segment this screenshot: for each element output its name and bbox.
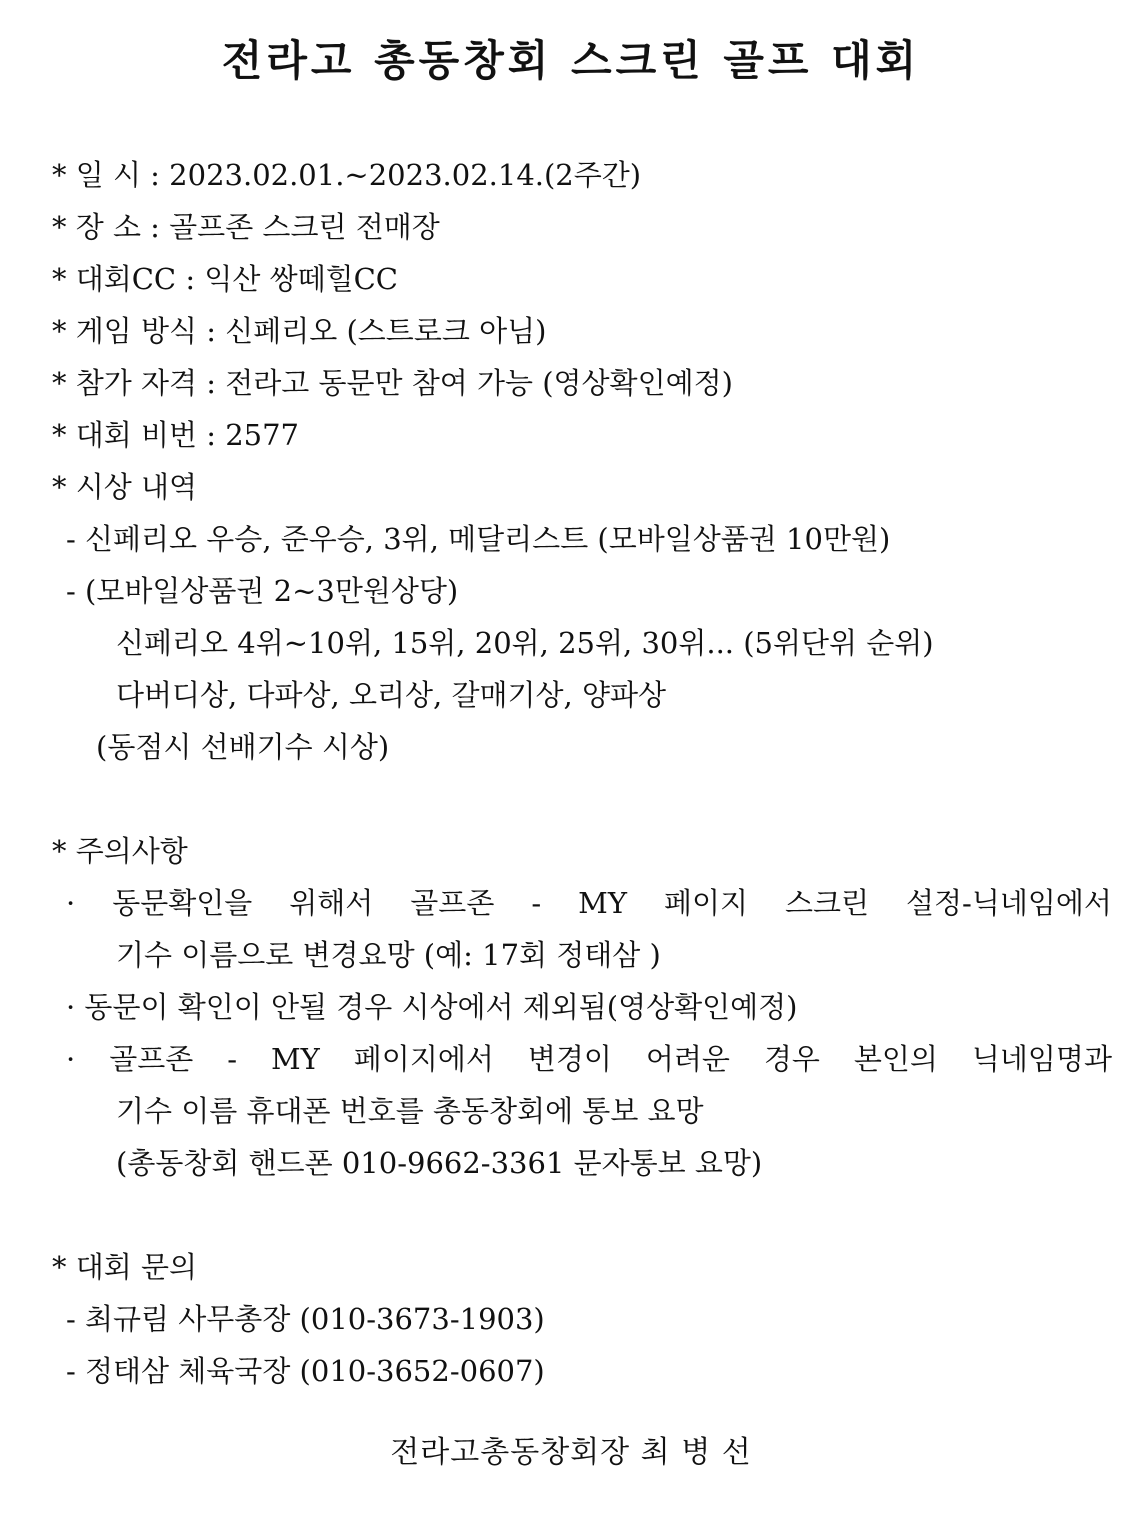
note-1-continuation: 기수 이름으로 변경요망 (예: 17회 정태삼 ): [116, 938, 661, 972]
awards-item-2: - (모바일상품권 2~3만원상당): [66, 574, 459, 608]
note-3-word: 경우: [763, 1042, 820, 1076]
note-1-word: 골프존: [410, 886, 495, 920]
signature: 전라고총동창회장 최 병 선: [390, 1435, 752, 1470]
awards-item-1: - 신페리오 우승, 준우승, 3위, 메달리스트 (모바일상품권 10만원): [66, 522, 891, 556]
note-3-word: 페이지에서: [353, 1042, 494, 1076]
note-1-word: -: [531, 886, 542, 920]
note-1: [66, 883, 1112, 923]
note-1-word: 위해서: [289, 886, 374, 920]
awards-tie-note: (동점시 선배기수 시상): [96, 730, 390, 764]
info-course: * 대회CC : 익산 쌍떼힐CC: [52, 262, 398, 296]
note-3-word: 어려운: [645, 1042, 730, 1076]
note-3-word: ·: [66, 1042, 76, 1076]
info-place: * 장 소 : 골프존 스크린 전매장: [52, 210, 440, 244]
note-3-word: 본인의: [853, 1042, 938, 1076]
note-1-word: 동문확인을: [112, 886, 253, 920]
note-3: [66, 1039, 1112, 1079]
awards-heading: * 시상 내역: [52, 470, 197, 504]
note-3-word: MY: [270, 1042, 320, 1076]
note-1-word: 스크린: [784, 886, 870, 920]
note-1-word: 페이지: [663, 886, 748, 920]
info-date: * 일 시 : 2023.02.01.~2023.02.14.(2주간): [52, 158, 642, 192]
note-3-continuation-1: 기수 이름 휴대폰 번호를 총동창회에 통보 요망: [116, 1094, 704, 1128]
note-3-word: 닉네임명과: [971, 1042, 1112, 1076]
note-3-word: 골프존: [109, 1042, 194, 1076]
inquiry-contact-2: - 정태삼 체육국장 (010-3652-0607): [66, 1354, 545, 1388]
note-3-word: 변경이: [527, 1042, 612, 1076]
page-title: 전라고 총동창회 스크린 골프 대회: [221, 36, 921, 85]
note-3-word: -: [227, 1042, 238, 1076]
awards-item-2-line-2: 다버디상, 다파상, 오리상, 갈매기상, 양파상: [116, 678, 666, 712]
awards-item-2-line-1: 신페리오 4위~10위, 15위, 20위, 25위, 30위... (5위단위 순위): [116, 626, 934, 660]
info-password: * 대회 비번 : 2577: [52, 418, 300, 452]
inquiry-contact-1: - 최규림 사무총장 (010-3673-1903): [66, 1302, 545, 1336]
note-2: · 동문이 확인이 안될 경우 시상에서 제외됨(영상확인예정): [66, 990, 798, 1024]
inquiry-heading: * 대회 문의: [52, 1250, 197, 1284]
note-1-word: ·: [66, 886, 76, 920]
info-eligibility: * 참가 자격 : 전라고 동문만 참여 가능 (영상확인예정): [52, 366, 733, 400]
note-1-word: MY: [578, 886, 627, 920]
notes-heading: * 주의사항: [52, 834, 188, 868]
note-3-continuation-2: (총동창회 핸드폰 010-9662-3361 문자통보 요망): [116, 1146, 763, 1180]
info-game-method: * 게임 방식 : 신페리오 (스트로크 아님): [52, 314, 547, 348]
note-1-word: 설정-닉네임에서: [906, 886, 1112, 920]
